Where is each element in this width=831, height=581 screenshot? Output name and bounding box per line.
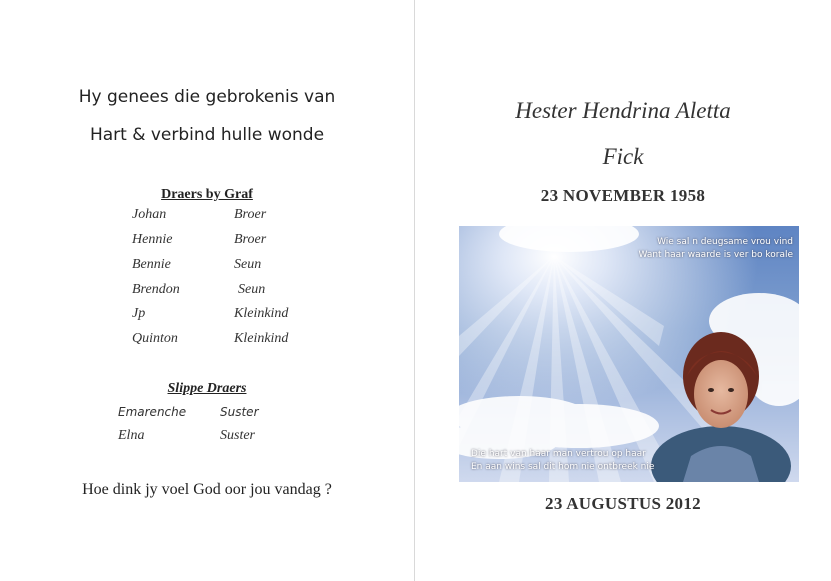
draer-name: Quinton xyxy=(132,331,178,346)
draer-name: Jp xyxy=(132,306,146,321)
sky-illustration xyxy=(459,226,799,482)
slippe-relation: Suster xyxy=(220,405,259,419)
quote-bottom xyxy=(471,448,654,474)
draer-name: Brendon xyxy=(132,282,180,297)
slippe-title: Slippe Draers xyxy=(167,381,247,396)
quote-top-line-2: Want haar waarde is ver bo korale xyxy=(638,250,793,260)
verse-line-2: Hart & verbind hulle wonde xyxy=(89,125,325,145)
death-date: 23 AUGUSTUS 2012 xyxy=(545,494,701,513)
quote-top xyxy=(639,236,793,262)
memorial-photo xyxy=(459,226,799,482)
draer-name: Johan xyxy=(132,207,167,222)
draer-relation: Kleinkind xyxy=(234,306,289,321)
deceased-name-line-2: Fick xyxy=(602,144,644,169)
slippe-name: Elna xyxy=(118,428,145,443)
draer-relation: Broer xyxy=(234,207,267,222)
draer-relation: Broer xyxy=(234,232,267,247)
draer-name: Bennie xyxy=(132,257,171,272)
quote-bottom-line-2: En aan wins sal dit hom nie ontbreek nie xyxy=(471,462,655,472)
draer-name: Hennie xyxy=(132,232,173,247)
closing-question: Hoe dink jy voel God oor jou vandag ? xyxy=(82,481,332,498)
quote-bottom-line-1: Die hart van haar man vertrou op haar xyxy=(471,449,646,459)
quote-top-line-1: Wie sal n deugsame vrou vind xyxy=(657,237,793,247)
draer-relation: Kleinkind xyxy=(234,331,289,346)
draer-relation: Seun xyxy=(234,257,262,272)
birth-date: 23 NOVEMBER 1958 xyxy=(540,186,706,205)
slippe-relation: Suster xyxy=(220,428,255,443)
verse-line-1: Hy genees die gebrokenis van xyxy=(78,87,336,107)
deceased-name-line-1: Hester Hendrina Aletta xyxy=(515,98,731,123)
draer-relation: Seun xyxy=(238,282,266,297)
slippe-name: Emarenche xyxy=(118,405,187,419)
draers-title: Draers by Graf xyxy=(161,187,253,202)
